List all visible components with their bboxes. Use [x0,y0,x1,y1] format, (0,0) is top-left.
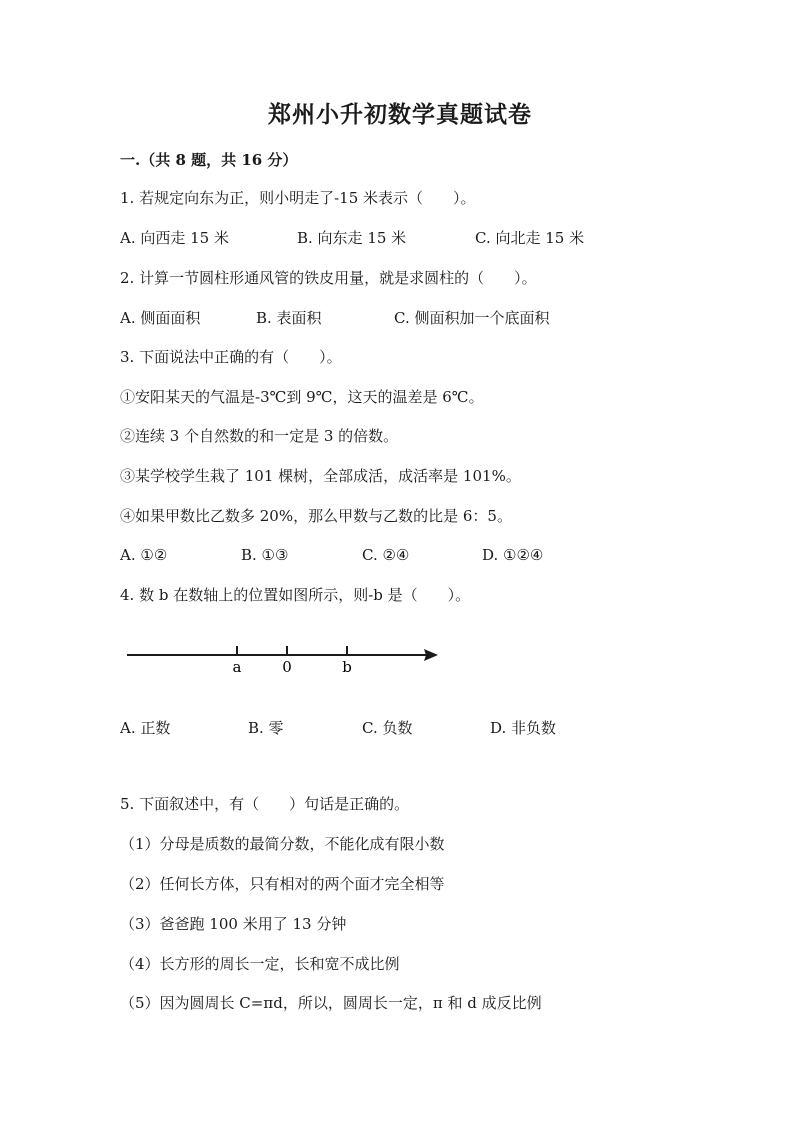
label-zero: 0 [282,658,292,676]
q3-option-c: C. ②④ [362,546,410,564]
q3-statement-2: ②连续 3 个自然数的和一定是 3 的倍数。 [120,427,399,445]
q3-statement-3: ③某学校学生栽了 101 棵树，全部成活，成活率是 101%。 [120,467,521,485]
q4-option-a: A. 正数 [120,719,171,737]
q1-option-a: A. 向西走 15 米 [120,229,229,247]
q2-option-b: B. 表面积 [256,309,322,327]
q1-option-c: C. 向北走 15 米 [475,229,585,247]
label-a: a [232,658,242,676]
q5-statement-5: （5）因为圆周长 C=πd，所以，圆周长一定，π 和 d 成反比例 [120,994,542,1012]
question-3-stem: 3. 下面说法中正确的有（ ）。 [120,348,342,366]
q5-statement-3: （3）爸爸跑 100 米用了 13 分钟 [120,915,347,933]
number-line-figure [127,636,439,680]
q5-statement-1: （1）分母是质数的最简分数，不能化成有限小数 [120,835,445,853]
q2-option-a: A. 侧面面积 [120,309,201,327]
question-4-stem: 4. 数 b 在数轴上的位置如图所示，则-b 是（ ）。 [120,586,471,604]
q2-option-c: C. 侧面积加一个底面积 [394,309,550,327]
q4-option-c: C. 负数 [362,719,413,737]
page-title: 郑州小升初数学真题试卷 [268,101,532,128]
q4-option-b: B. 零 [248,719,284,737]
question-1-stem: 1. 若规定向东为正，则小明走了-15 米表示（ ）。 [120,189,476,207]
q3-statement-1: ①安阳某天的气温是-3℃到 9℃，这天的温差是 6℃。 [120,388,484,406]
q3-option-a: A. ①② [120,546,168,564]
q5-statement-4: （4）长方形的周长一定，长和宽不成比例 [120,955,400,973]
question-5-stem: 5. 下面叙述中，有（ ）句话是正确的。 [120,795,410,813]
q4-option-d: D. 非负数 [490,719,557,737]
label-b: b [342,658,352,676]
q3-option-d: D. ①②④ [482,546,544,564]
q1-option-b: B. 向东走 15 米 [297,229,407,247]
q3-option-b: B. ①③ [241,546,289,564]
number-line-arrow [424,649,438,661]
q3-statement-4: ④如果甲数比乙数多 20%，那么甲数与乙数的比是 6：5。 [120,507,512,525]
q5-statement-2: （2）任何长方体，只有相对的两个面才完全相等 [120,875,445,893]
question-2-stem: 2. 计算一节圆柱形通风管的铁皮用量，就是求圆柱的（ ）。 [120,269,537,287]
section-header: 一.（共 8 题，共 16 分） [120,151,298,169]
